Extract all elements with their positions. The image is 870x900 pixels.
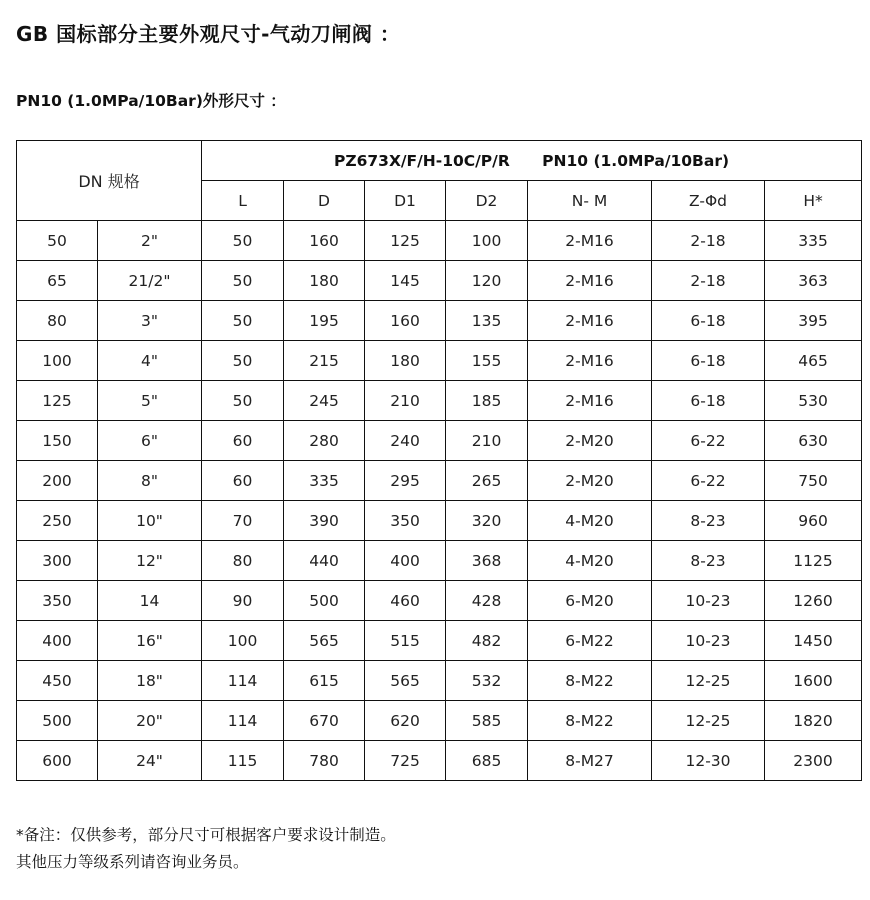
column-header: H*: [765, 181, 862, 221]
table-cell: 155: [446, 341, 528, 381]
table-cell: 16": [98, 621, 202, 661]
table-cell: 780: [284, 741, 365, 781]
table-cell: 160: [365, 301, 446, 341]
table-cell: 615: [284, 661, 365, 701]
table-cell: 2300: [765, 741, 862, 781]
page-title: GB 国标部分主要外观尺寸-气动刀闸阀 ：: [16, 22, 401, 46]
model-header: PZ673X/F/H-10C/P/R PN10 (1.0MPa/10Bar): [202, 141, 862, 181]
column-header: L: [202, 181, 284, 221]
table-cell: 1125: [765, 541, 862, 581]
table-cell: 2-M16: [528, 261, 652, 301]
table-cell: 12-25: [652, 701, 765, 741]
table-cell: 8-M22: [528, 701, 652, 741]
table-cell: 145: [365, 261, 446, 301]
table-cell: 200: [17, 461, 98, 501]
table-row: [17, 341, 862, 381]
table-cell: 295: [365, 461, 446, 501]
table-cell: 100: [202, 621, 284, 661]
table-cell: 4-M20: [528, 541, 652, 581]
table-row: [17, 301, 862, 341]
table-cell: 14: [98, 581, 202, 621]
table-cell: 100: [446, 221, 528, 261]
table-cell: 50: [202, 341, 284, 381]
note-line: *备注：仅供参考，部分尺寸可根据客户要求设计制造。: [16, 826, 396, 844]
table-cell: 2-18: [652, 221, 765, 261]
table-cell: 670: [284, 701, 365, 741]
table-cell: 2-M16: [528, 341, 652, 381]
table-header-row: [17, 141, 862, 181]
table-cell: 6-18: [652, 381, 765, 421]
table-row: [17, 221, 862, 261]
table-row: [17, 381, 862, 421]
table-cell: 363: [765, 261, 862, 301]
table-row: [17, 461, 862, 501]
dimension-table: [16, 140, 862, 781]
table-cell: 960: [765, 501, 862, 541]
table-cell: 65: [17, 261, 98, 301]
table-row: [17, 261, 862, 301]
table-cell: 8-23: [652, 541, 765, 581]
table-cell: 114: [202, 661, 284, 701]
table-cell: 210: [446, 421, 528, 461]
table-cell: 24": [98, 741, 202, 781]
table-cell: 428: [446, 581, 528, 621]
table-cell: 400: [17, 621, 98, 661]
table-cell: 240: [365, 421, 446, 461]
table-cell: 620: [365, 701, 446, 741]
table-cell: 100: [17, 341, 98, 381]
table-cell: 2-M16: [528, 381, 652, 421]
table-row: [17, 741, 862, 781]
table-cell: 6-M22: [528, 621, 652, 661]
notes: [16, 822, 396, 876]
table-cell: 90: [202, 581, 284, 621]
table-cell: 2-M20: [528, 461, 652, 501]
table-cell: 21/2": [98, 261, 202, 301]
dn-spec-header: DN 规格: [17, 141, 202, 221]
table-cell: 450: [17, 661, 98, 701]
table-cell: 8": [98, 461, 202, 501]
column-header: Z-Φd: [652, 181, 765, 221]
table-cell: 6-M20: [528, 581, 652, 621]
table-cell: 1450: [765, 621, 862, 661]
section-subtitle: PN10 (1.0MPa/10Bar)外形尺寸 ：: [16, 92, 286, 110]
table-cell: 10-23: [652, 581, 765, 621]
table-row: [17, 541, 862, 581]
table-cell: 4": [98, 341, 202, 381]
table-cell: 18": [98, 661, 202, 701]
table-cell: 335: [765, 221, 862, 261]
table-row: [17, 701, 862, 741]
table-cell: 335: [284, 461, 365, 501]
table-cell: 2-M20: [528, 421, 652, 461]
table-cell: 6-22: [652, 421, 765, 461]
table-cell: 8-M22: [528, 661, 652, 701]
table-cell: 500: [17, 701, 98, 741]
table-cell: 750: [765, 461, 862, 501]
table-cell: 6-18: [652, 341, 765, 381]
table-cell: 12-25: [652, 661, 765, 701]
table-cell: 320: [446, 501, 528, 541]
table-cell: 250: [17, 501, 98, 541]
table-cell: 80: [202, 541, 284, 581]
table-cell: 565: [284, 621, 365, 661]
table-cell: 50: [17, 221, 98, 261]
table-cell: 368: [446, 541, 528, 581]
table-cell: 120: [446, 261, 528, 301]
table-cell: 280: [284, 421, 365, 461]
table-cell: 350: [17, 581, 98, 621]
table-cell: 630: [765, 421, 862, 461]
column-header: D1: [365, 181, 446, 221]
table-cell: 1820: [765, 701, 862, 741]
table-cell: 515: [365, 621, 446, 661]
table-cell: 210: [365, 381, 446, 421]
table-cell: 185: [446, 381, 528, 421]
table-cell: 532: [446, 661, 528, 701]
table-cell: 530: [765, 381, 862, 421]
table-cell: 70: [202, 501, 284, 541]
table-cell: 20": [98, 701, 202, 741]
table-cell: 10": [98, 501, 202, 541]
table-cell: 565: [365, 661, 446, 701]
table-cell: 215: [284, 341, 365, 381]
table-cell: 350: [365, 501, 446, 541]
table-cell: 1260: [765, 581, 862, 621]
table-cell: 135: [446, 301, 528, 341]
table-cell: 3": [98, 301, 202, 341]
table-cell: 114: [202, 701, 284, 741]
table-cell: 50: [202, 261, 284, 301]
table-cell: 10-23: [652, 621, 765, 661]
table-cell: 12-30: [652, 741, 765, 781]
table-row: [17, 421, 862, 461]
table-cell: 80: [17, 301, 98, 341]
table-cell: 125: [17, 381, 98, 421]
table-cell: 195: [284, 301, 365, 341]
table-cell: 2": [98, 221, 202, 261]
table-cell: 300: [17, 541, 98, 581]
table-cell: 725: [365, 741, 446, 781]
table-cell: 2-M16: [528, 221, 652, 261]
table-cell: 50: [202, 381, 284, 421]
note-line: 其他压力等级系列请咨询业务员。: [16, 853, 249, 871]
table-cell: 1600: [765, 661, 862, 701]
table-cell: 115: [202, 741, 284, 781]
table-cell: 395: [765, 301, 862, 341]
table-cell: 440: [284, 541, 365, 581]
table-cell: 482: [446, 621, 528, 661]
table-cell: 125: [365, 221, 446, 261]
table-cell: 60: [202, 421, 284, 461]
table-cell: 8-M27: [528, 741, 652, 781]
table-cell: 685: [446, 741, 528, 781]
table-cell: 460: [365, 581, 446, 621]
table-cell: 180: [365, 341, 446, 381]
column-header: N- M: [528, 181, 652, 221]
table-row: [17, 621, 862, 661]
table-cell: 6-18: [652, 301, 765, 341]
table-cell: 12": [98, 541, 202, 581]
table-cell: 6": [98, 421, 202, 461]
table-cell: 180: [284, 261, 365, 301]
table-cell: 585: [446, 701, 528, 741]
table-row: [17, 501, 862, 541]
table-cell: 500: [284, 581, 365, 621]
table-cell: 8-23: [652, 501, 765, 541]
table-cell: 400: [365, 541, 446, 581]
table-cell: 2-18: [652, 261, 765, 301]
table-cell: 6-22: [652, 461, 765, 501]
table-cell: 60: [202, 461, 284, 501]
table-cell: 4-M20: [528, 501, 652, 541]
table-cell: 50: [202, 301, 284, 341]
table-cell: 265: [446, 461, 528, 501]
table-cell: 390: [284, 501, 365, 541]
column-header: D: [284, 181, 365, 221]
table-cell: 50: [202, 221, 284, 261]
table-row: [17, 661, 862, 701]
table-cell: 245: [284, 381, 365, 421]
table-cell: 465: [765, 341, 862, 381]
table-cell: 600: [17, 741, 98, 781]
column-header: D2: [446, 181, 528, 221]
table-cell: 5": [98, 381, 202, 421]
table-row: [17, 581, 862, 621]
table-cell: 150: [17, 421, 98, 461]
table-cell: 160: [284, 221, 365, 261]
table-cell: 2-M16: [528, 301, 652, 341]
